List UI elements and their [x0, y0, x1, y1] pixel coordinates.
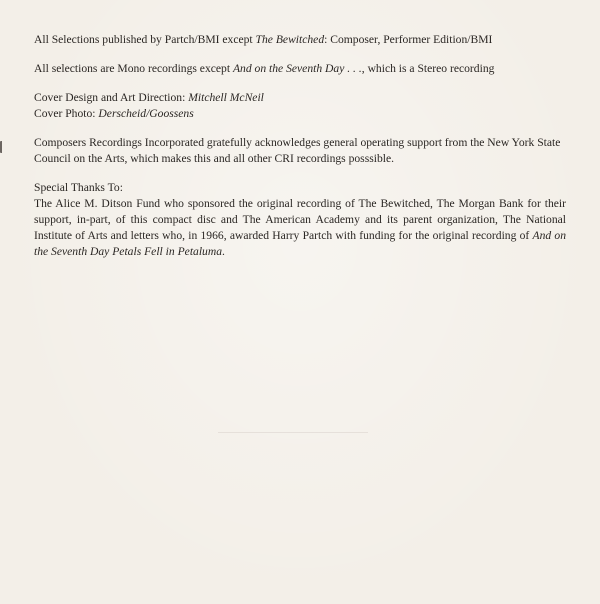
cover-photo-credit: Cover Photo: Derscheid/Goossens	[34, 107, 194, 120]
special-thanks-body: The Alice M. Ditson Fund who sponsored the original recording of The Bewitched, The Morgan Bank for their support, in-part, of this compact disc and The American Academy and its parent organization, The National Institute of Arts and letters who, in 1966, awarded Harry Partch with funding for the original recording of And on the Seventh Day Petals Fell in Petaluma.	[34, 197, 566, 258]
publishing-note: All Selections published by Partch/BMI except The Bewitched: Composer, Performer Edition/BMI	[34, 33, 493, 46]
special-thanks-heading: Special Thanks To:	[34, 181, 123, 194]
seventh-day-title: And on the Seventh Day . . .	[232, 62, 362, 75]
recording-note: All selections are Mono recordings except And on the Seventh Day . . ., which is a Stereo recording	[34, 62, 495, 75]
acknowledgement-text: Composers Recordings Incorporated gratefully acknowledges general operating support from the New York State Council on the Arts, which makes this and all other CRI recordings posssible.	[34, 136, 561, 165]
faint-show-through	[218, 432, 368, 433]
designer-name: Mitchell McNeil	[188, 91, 264, 104]
page-edge-mark	[0, 141, 6, 153]
cover-design-credit: Cover Design and Art Direction: Mitchell McNeil	[34, 91, 264, 104]
photographer-name: Derscheid/Goossens	[98, 107, 194, 120]
petaluma-title: And on the Seventh Day Petals Fell in Petaluma	[34, 229, 566, 258]
bewitched-title: The Bewitched	[255, 33, 325, 46]
